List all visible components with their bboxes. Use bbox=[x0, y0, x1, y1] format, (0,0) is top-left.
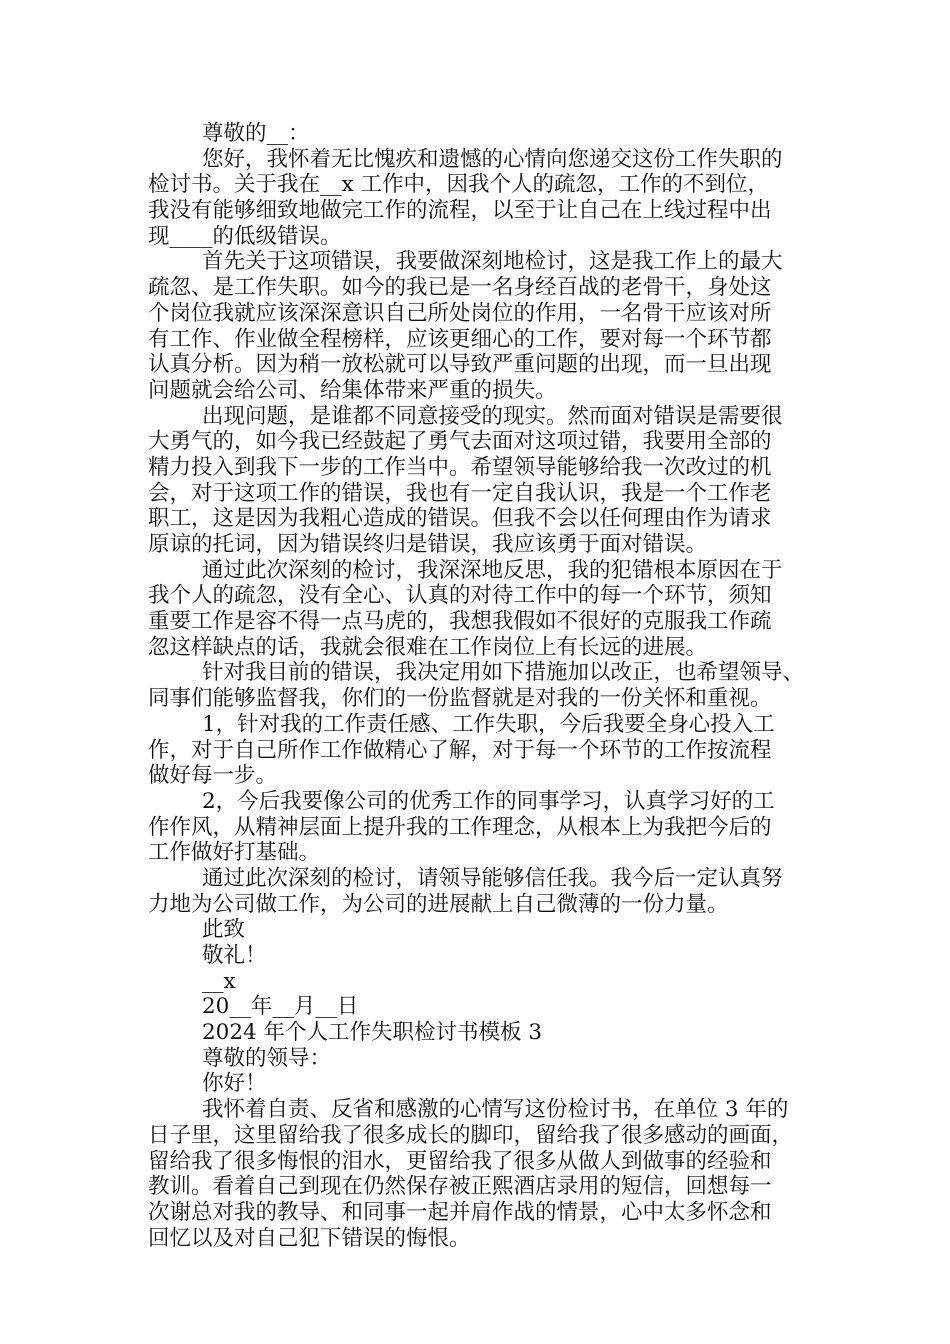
document-line: 敬礼！ bbox=[202, 943, 267, 968]
document-line: 原谅的托词，因为错误终归是错误，我应该勇于面对错误。 bbox=[148, 532, 708, 557]
document-line: 我怀着自责、反省和感激的心情写这份检讨书，在单位 3 年的 bbox=[202, 1097, 789, 1123]
document-line: 精力投入到我下一步的工作当中。希望领导能够给我一次改过的机 bbox=[148, 454, 772, 480]
document-line: 职工，这是因为我粗心造成的错误。但我不会以任何理由作为请求 bbox=[148, 506, 772, 532]
document-line: 你好！ bbox=[202, 1071, 267, 1097]
document-line: 通过此次深刻的检讨，请领导能够信任我。我今后一定认真努 bbox=[202, 865, 783, 891]
document-line: 此致 bbox=[202, 917, 246, 943]
document-line: 检讨书。关于我在__x 工作中，因我个人的疏忽，工作的不到位， bbox=[148, 172, 769, 198]
document-line: 问题就会给公司、给集体带来严重的损失。 bbox=[148, 377, 557, 403]
document-line: 日子里，这里留给我了很多成长的脚印，留给我了很多感动的画面， bbox=[148, 1122, 794, 1148]
document-line: 做好每一步。 bbox=[148, 763, 278, 789]
document-line: 尊敬的领导： bbox=[202, 1045, 332, 1071]
document-line: 我没有能够细致地做完工作的流程，以至于让自己在上线过程中出 bbox=[148, 198, 772, 224]
document-line: 有工作、作业做全程榜样，应该更细心的工作，要对每一个环节都 bbox=[148, 326, 772, 352]
document-line: 通过此次深刻的检讨，我深深地反思，我的犯错根本原因在于 bbox=[202, 557, 783, 583]
document-line: 针对我目前的错误，我决定用如下措施加以改正，也希望领导、 bbox=[202, 660, 805, 686]
document-line: 回忆以及对自己犯下错误的悔恨。 bbox=[148, 1225, 471, 1251]
document-line: 忽这样缺点的话，我就会很难在工作岗位上有长远的进展。 bbox=[148, 634, 708, 660]
document-line: 首先关于这项错误，我要做深刻地检讨，这是我工作上的最大 bbox=[202, 249, 783, 275]
document-line: 作，对于自己所作工作做精心了解，对于每一个环节的工作按流程 bbox=[148, 737, 772, 763]
document-line: 工作做好打基础。 bbox=[148, 840, 321, 866]
document-line: 2024 年个人工作失职检讨书模板 3 bbox=[202, 1020, 543, 1046]
document-line: 我个人的疏忽，没有全心、认真的对待工作中的每一个环节，须知 bbox=[148, 583, 772, 609]
document-line: 2，今后我要像公司的优秀工作的同事学习，认真学习好的工 bbox=[202, 788, 775, 814]
document-line: 个岗位我就应该深深意识自己所处岗位的作用，一名骨干应该对所 bbox=[148, 300, 772, 326]
document-line: 20__年__月__日 bbox=[202, 994, 359, 1020]
document-line: 出现问题，是谁都不同意接受的现实。然而面对错误是需要很 bbox=[202, 403, 783, 429]
document-line: 认真分析。因为稍一放松就可以导致严重问题的出现，而一旦出现 bbox=[148, 352, 772, 378]
document-line: 重要工作是容不得一点马虎的，我想我假如不很好的克服我工作疏 bbox=[148, 609, 772, 635]
document-line: 您好，我怀着无比愧疚和遗憾的心情向您递交这份工作失职的 bbox=[202, 146, 783, 172]
document-line: 疏忽、是工作失职。如今的我已是一名身经百战的老骨干，身处这 bbox=[148, 275, 772, 301]
document-line: 大勇气的，如今我已经鼓起了勇气去面对这项过错，我要用全部的 bbox=[148, 429, 772, 455]
document-line: 会，对于这项工作的错误，我也有一定自我认识，我是一个工作老 bbox=[148, 480, 772, 506]
document-line: 留给我了很多悔恨的泪水，更留给我了很多从做人到做事的经验和 bbox=[148, 1148, 772, 1174]
document-line: 同事们能够监督我，你们的一份监督就是对我的一份关怀和重视。 bbox=[148, 686, 772, 712]
document-line: 现____的低级错误。 bbox=[148, 223, 342, 249]
document-line: __x bbox=[202, 968, 236, 994]
document-line: 次谢总对我的教导、和同事一起并肩作战的情景，心中太多怀念和 bbox=[148, 1199, 772, 1225]
document-line: 作作风，从精神层面上提升我的工作理念，从根本上为我把今后的 bbox=[148, 814, 772, 840]
document-line: 尊敬的__： bbox=[202, 121, 310, 146]
document-line: 1，针对我的工作责任感、工作失职，今后我要全身心投入工 bbox=[202, 711, 775, 737]
document-page bbox=[148, 0, 813, 1251]
document-line: 教训。看着自己到现在仍然保存被正熙酒店录用的短信，回想每一 bbox=[148, 1174, 772, 1200]
document-line: 力地为公司做工作，为公司的进展献上自己微薄的一份力量。 bbox=[148, 891, 729, 917]
